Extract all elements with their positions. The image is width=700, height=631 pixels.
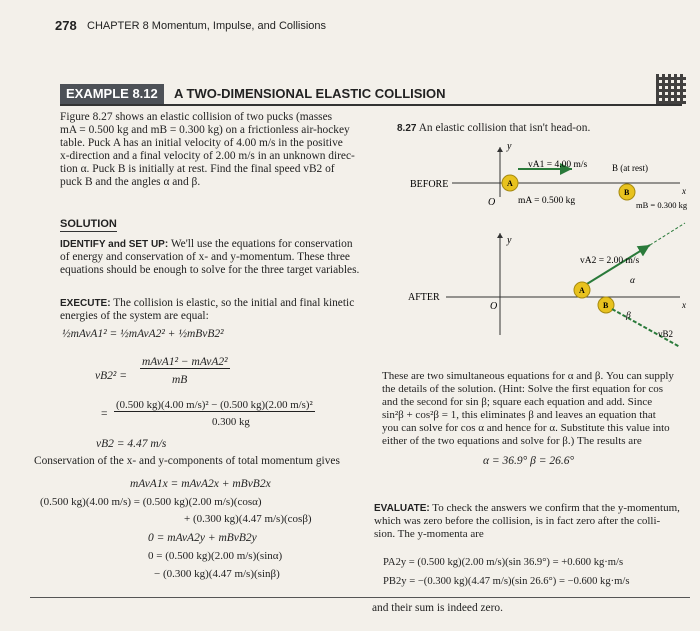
puck-a-after-label: A	[579, 286, 585, 295]
va2-guide	[650, 223, 685, 245]
eq-momentum-x-numeric-2: + (0.300 kg)(4.47 m/s)(cosβ)	[184, 513, 312, 525]
eq-numeric-denominator: 0.300 kg	[212, 416, 250, 428]
problem-statement	[60, 111, 390, 189]
eq-numeric-numerator: (0.500 kg)(4.00 m/s)² − (0.500 kg)(2.00 m/s)²	[116, 399, 313, 411]
b-at-rest-label: B (at rest)	[612, 163, 648, 173]
execute-line: energies of the system are equal:	[60, 310, 209, 322]
qr-code-icon[interactable]	[656, 74, 686, 104]
problem-line: table. Puck A has an initial velocity of 4.00 m/s in the positive	[60, 137, 343, 149]
va1-label: vA1 = 4.00 m/s	[528, 160, 588, 170]
before-y-label: y	[507, 141, 512, 152]
figure-caption-number: 8.27	[397, 123, 417, 134]
problem-line: x-direction and a final velocity of 2.00 m/s in an unknown direc-	[60, 150, 355, 162]
results: α = 36.9° β = 26.6°	[483, 455, 575, 467]
example-header	[60, 84, 682, 106]
eq-momentum-y: 0 = mAvA2y + mBvB2y	[148, 532, 257, 544]
puck-b-before-label: B	[624, 188, 630, 197]
solution-heading: SOLUTION	[60, 218, 117, 230]
problem-line: mA = 0.500 kg and mB = 0.300 kg) on a frictionless air-hockey	[60, 124, 350, 136]
right-line: you can solve for cos α and hence for α. Substitute this value into	[382, 422, 670, 434]
eq-vb2-denominator: mB	[172, 374, 188, 386]
right-line: either of the two equations and solve for β.) The results are	[382, 435, 642, 447]
evaluate-line: To check the answers we confirm that the y-momentum,	[429, 502, 680, 514]
vb2-label: vB2	[658, 329, 674, 339]
after-x-label: x	[682, 300, 686, 310]
right-line: These are two simultaneous equations for α and β. You can supply	[382, 370, 674, 382]
right-line: and the second for sin β; square each equation and add. Since	[382, 396, 653, 408]
eq-momentum-x: mAvA1x = mAvA2x + mBvB2x	[130, 478, 271, 490]
eq-pa2y: PA2y = (0.500 kg)(2.00 m/s)(sin 36.9°) = +0.600 kg·m/s	[383, 557, 624, 568]
bottom-divider	[30, 597, 690, 598]
eq-equals: =	[101, 408, 108, 420]
eq-vb2-value: vB2 = 4.47 m/s	[96, 438, 167, 450]
after-label: AFTER	[408, 292, 440, 303]
evaluate-line: sion. The y-momenta are	[374, 528, 484, 540]
beta-label: β	[626, 311, 631, 321]
va2-vector	[582, 245, 650, 287]
puck-b-after-label: B	[603, 301, 609, 310]
eq-pb2y: PB2y = −(0.300 kg)(4.47 m/s)(sin 26.6°) = −0.600 kg·m/s	[383, 576, 630, 587]
va2-label: vA2 = 2.00 m/s	[580, 256, 640, 266]
identify-label: IDENTIFY and SET UP:	[60, 239, 169, 250]
before-origin: O	[488, 197, 496, 208]
figure-caption	[397, 122, 590, 134]
after-y-label: y	[507, 235, 512, 246]
figure-caption-text: An elastic collision that isn't head-on.	[418, 122, 591, 134]
execute-line: The collision is elastic, so the initial and final kinetic	[110, 297, 355, 309]
collision-figure	[400, 135, 690, 360]
evaluate-label: EVALUATE:	[374, 503, 430, 514]
mb-label: mB = 0.300 kg	[636, 200, 688, 210]
puck-a-before-label: A	[507, 179, 513, 188]
conservation-line: Conservation of the x- and y-components of total momentum gives	[34, 455, 340, 467]
eq-momentum-y-numeric: 0 = (0.500 kg)(2.00 m/s)(sinα)	[148, 550, 283, 562]
example-number: EXAMPLE 8.12	[60, 84, 164, 104]
right-line: sin²β + cos²β = 1, this eliminates β and leaves an equation that	[382, 409, 656, 421]
eq-momentum-x-numeric: (0.500 kg)(4.00 m/s) = (0.500 kg)(2.00 m/s)(cosα)	[40, 496, 262, 508]
eq-vb2-lhs: vB2² =	[95, 370, 127, 382]
problem-line: tion α. Puck B is initially at rest. Find the final speed vB2 of	[60, 163, 335, 175]
problem-line: puck B and the angles α and β.	[60, 176, 201, 188]
vb2-vector	[612, 309, 680, 347]
after-origin: O	[490, 301, 498, 312]
identify-line: We'll use the equations for conservation	[168, 238, 353, 250]
eq-energy: ½mAvA1² = ½mAvA2² + ½mBvB2²	[62, 328, 224, 340]
page-number: 278	[55, 18, 77, 33]
before-x-label: x	[682, 186, 686, 196]
ma-label: mA = 0.500 kg	[518, 196, 576, 206]
right-line: the details of the solution. (Hint: Solve the first equation for cos	[382, 383, 664, 395]
final-line: and their sum is indeed zero.	[372, 602, 503, 614]
execute-label: EXECUTE:	[60, 298, 111, 309]
execute-section	[60, 297, 395, 323]
example-title: A TWO-DIMENSIONAL ELASTIC COLLISION	[174, 86, 446, 101]
right-paragraph	[382, 370, 694, 448]
eq-vb2-numerator: mAvA1² − mAvA2²	[142, 356, 228, 368]
identify-line: equations should be enough to solve for the three target variables.	[60, 264, 360, 276]
eq-momentum-y-numeric-2: − (0.300 kg)(4.47 m/s)(sinβ)	[154, 568, 280, 580]
evaluate-line: which was zero before the collision, is in fact zero after the colli-	[374, 515, 661, 527]
identify-line: of energy and conservation of x- and y-momentum. These three	[60, 251, 350, 263]
before-label: BEFORE	[410, 179, 449, 190]
evaluate-section	[374, 502, 692, 541]
problem-line: Figure 8.27 shows an elastic collision of two pucks (masses	[60, 111, 333, 123]
chapter-title: CHAPTER 8 Momentum, Impulse, and Collisions	[87, 20, 327, 32]
identify-section	[60, 238, 395, 277]
alpha-label: α	[630, 276, 635, 286]
